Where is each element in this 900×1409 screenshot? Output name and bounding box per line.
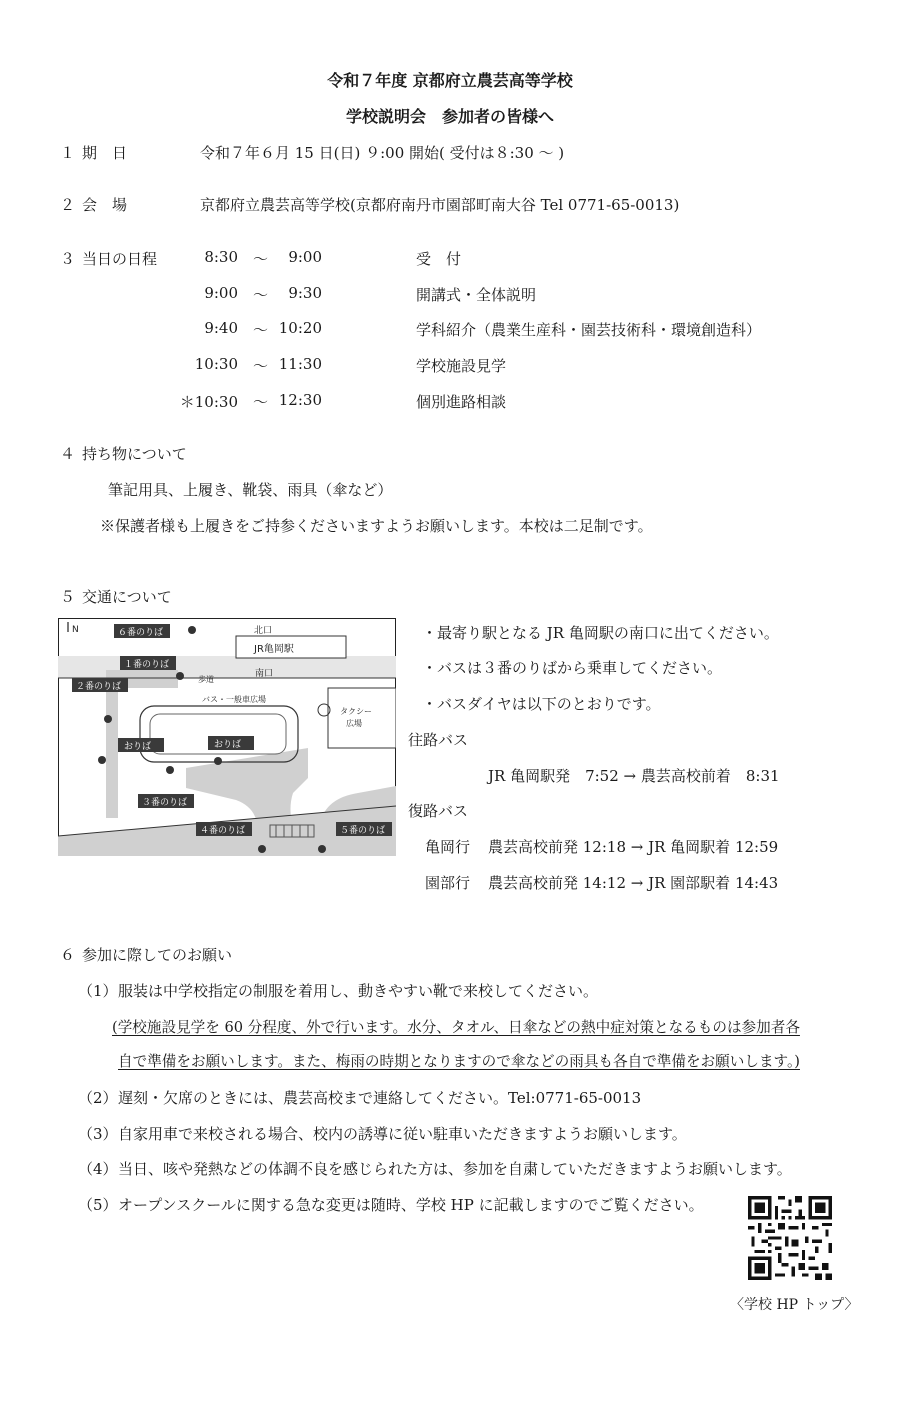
request-num: （3） [78,1125,118,1143]
stop2-label: ２番のりば [76,682,122,692]
schedule-start: 9:40 [204,319,238,337]
taxi-label: タクシー [340,707,372,716]
schedule-sep: ～ [253,321,269,339]
dropoff1-label: おりば [124,742,152,752]
request-text: 服装は中学校指定の制服を着用し、動きやすい靴で来校してください。 [118,982,599,1000]
outbound-label: 往路バス [408,731,469,749]
schedule-item: 開講式・全体説明 [416,286,537,304]
schedule-item: 学校施設見学 [416,357,507,375]
request-num: （1） [78,982,118,1000]
section5-number: ５ [60,588,76,606]
request-num: （5） [78,1196,118,1214]
section1-number: １ [60,144,76,162]
schedule-item: 受 付 [416,250,462,268]
schedule-sep: ～ [253,250,269,268]
stop1-label: １番のりば [124,660,170,670]
qr-code-icon[interactable] [748,1194,832,1282]
taxi-area [328,688,396,748]
section4-label: 持ち物について [82,445,187,463]
return-label: 復路バス [408,802,469,820]
section5-label: 交通について [82,588,172,606]
taxi-label: 広場 [346,719,362,728]
heat-note-line1: (学校施設見学を 60 分程度、外で行います。水分、タオル、日傘などの熱中症対策となるものは参加者各 [112,1019,800,1036]
schedule-start: 9:00 [204,284,238,302]
north-exit-label: 北口 [254,626,273,636]
schedule-end: 9:30 [288,284,322,302]
schedule-start: 8:30 [204,248,238,266]
section1-label: 期 日 [82,144,128,162]
section2-number: ２ [60,196,76,214]
stop5-label: ５番のりば [340,826,386,836]
section1-value: 令和７年６月 15 日(日) ９:00 開始( 受付は８:30 ～ ) [200,144,565,162]
schedule-start: 10:30 [194,355,238,373]
dropoff2-dot [214,757,222,765]
request-num: （4） [78,1160,118,1178]
transport-bullet: ・バスダイヤは以下のとおりです。 [422,695,661,713]
schedule-sep: ～ [253,286,269,304]
section2-value: 京都府立農芸高等学校(京都府南丹市園部町南大谷 Tel 0771-65-0013) [200,196,680,214]
stop1-dot [176,672,184,680]
request-text: 遅刻・欠席のときには、農芸高校まで連絡してください。Tel:0771-65-0013 [118,1089,642,1107]
belongings-list: 筆記用具、上履き、靴袋、雨具（傘など） [108,481,393,499]
section3-number: ３ [60,250,76,268]
section2-label: 会 場 [82,196,128,214]
section6-number: ６ [60,946,76,964]
heat-note-line2: 自で準備をお願いします。また、梅雨の時期となりますので傘などの雨具も各自で準備をお願いします。) [118,1053,800,1070]
schedule-item: 学科紹介（農業生産科・園芸技術科・環境創造科） [416,321,762,339]
section4-number: ４ [60,445,76,463]
station-label: JR亀岡駅 [254,644,294,655]
stop3-label: ３番のりば [142,798,188,808]
south-exit-label: 南口 [255,669,274,679]
schedule-start: ＊10:30 [179,393,238,411]
sidewalk-label: 歩道 [198,675,214,684]
stop2-dot [104,715,112,723]
transport-bullet: ・最寄り駅となる JR 亀岡駅の南口に出てください。 [422,624,779,642]
section6-label: 参加に際してのお願い [82,946,233,964]
schedule-end: 12:30 [278,391,322,409]
schedule-end: 9:00 [288,248,322,266]
compass-label: N [72,625,79,635]
schedule-end: 10:20 [278,319,322,337]
request-text: 当日、咳や発熱などの体調不良を感じられた方は、参加を自粛していただきますようお願いします。 [118,1160,792,1178]
stop6-label: ６番のりば [118,628,164,638]
plaza-label: バス・一般車広場 [202,695,266,704]
request-text: オープンスクールに関する急な変更は随時、学校 HP に記載しますのでご覧ください。 [118,1196,704,1214]
dropoff2-label: おりば [214,740,242,750]
return-route: 農芸高校前発 14:12 → JR 園部駅着 14:43 [488,874,779,892]
request-num: （2） [78,1089,118,1107]
stop6-dot [188,626,196,634]
schedule-sep: ～ [253,393,269,411]
section3-label: 当日の日程 [82,250,158,268]
stop5-dot [318,845,326,853]
page-subtitle: 学校説明会 参加者の皆様へ [345,107,554,126]
return-dest: 園部行 [425,874,471,892]
schedule-end: 11:30 [278,355,322,373]
stop4-label: ４番のりば [200,826,246,836]
schedule-sep: ～ [253,357,269,375]
stop3-dot [166,766,174,774]
qr-caption: 〈学校 HP トップ〉 [730,1297,859,1313]
transport-bullet: ・バスは３番のりばから乗車してください。 [422,659,723,677]
return-dest: 亀岡行 [425,838,471,856]
stop4-dot [258,845,266,853]
outbound-route: JR 亀岡駅発 7:52 → 農芸高校前着 8:31 [488,767,780,785]
return-route: 農芸高校前発 12:18 → JR 亀岡駅着 12:59 [488,838,779,856]
request-text: 自家用車で来校される場合、校内の誘導に従い駐車いただきますようお願いします。 [118,1125,687,1143]
station-map [58,618,396,856]
page-title: 令和７年度 京都府立農芸高等学校 [327,71,573,90]
schedule-item: 個別進路相談 [416,393,507,411]
belongings-note: ※保護者様も上履きをご持参くださいますようお願いします。本校は二足制です。 [100,517,653,535]
dropoff1-dot [98,756,106,764]
